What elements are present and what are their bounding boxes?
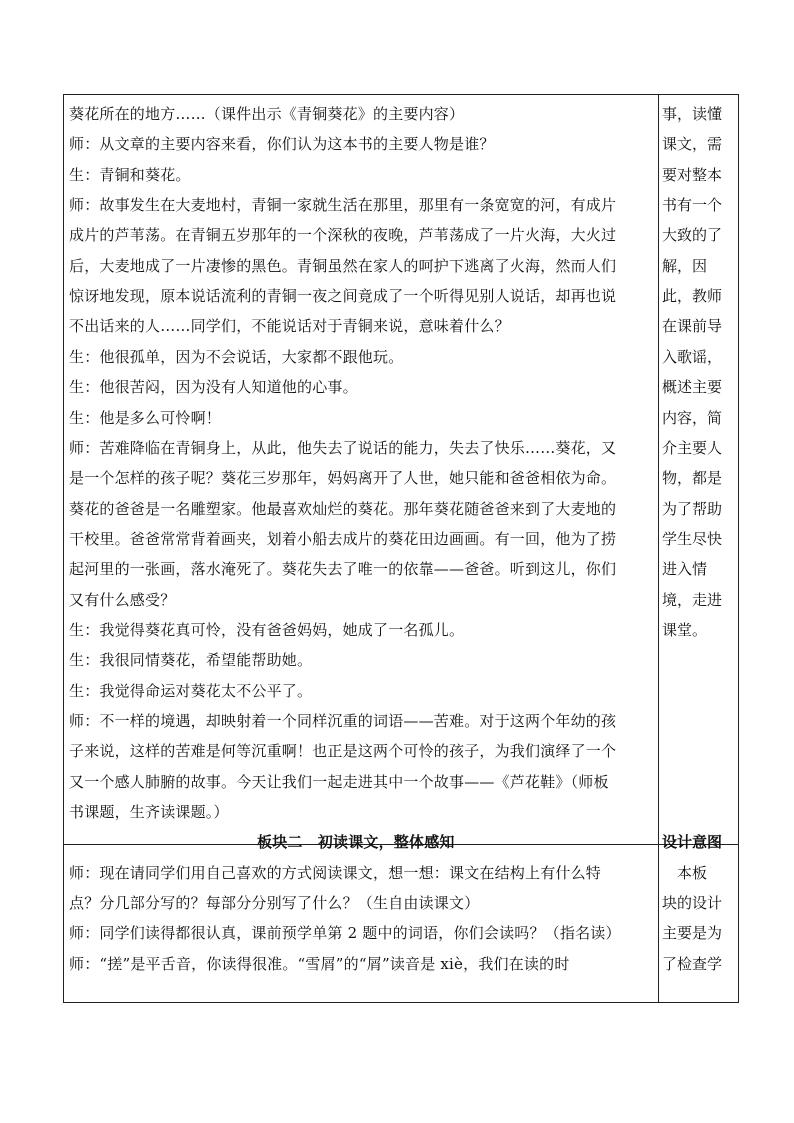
side-note-line: 内容，简 bbox=[662, 408, 723, 427]
text-line: 干校里。爸爸常常背着画夹，划着小船去成片的葵花田边画画。有一回，他为了捞 bbox=[69, 529, 617, 548]
text-line: 师：现在请同学们用自己喜欢的方式阅读课文，想一想：课文在结构上有什么特 bbox=[69, 863, 602, 882]
text-line: 师：同学们读得都很认真，课前预学单第 2 题中的词语，你们会读吗？（指名读） bbox=[69, 924, 621, 943]
text-line: 师：故事发生在大麦地村，青铜一家就生活在那里，那里有一条宽宽的河，有成片 bbox=[69, 196, 617, 215]
text-line: 师：不一样的境遇，却映射着一个同样沉重的词语——苦难。对于这两个年幼的孩 bbox=[69, 712, 617, 730]
side-note-line: 在课前导 bbox=[662, 317, 723, 336]
side-note-line: 课文，需 bbox=[662, 135, 723, 154]
text-line: 葵花所在的地方……（课件出示《青铜葵花》的主要内容） bbox=[69, 105, 465, 123]
text-line: 成片的芦苇荡。在青铜五岁那年的一个深秋的夜晚，芦苇荡成了一片火海，大火过 bbox=[69, 226, 617, 245]
text-line: 葵花的爸爸是一名雕塑家。他最喜欢灿烂的葵花。那年葵花随爸爸来到了大麦地的 bbox=[69, 499, 617, 518]
side-heading: 设计意图 bbox=[662, 833, 723, 852]
text-line: 生：他很苦闷，因为没有人知道他的心事。 bbox=[69, 378, 358, 397]
side-note-line: 要对整本 bbox=[662, 165, 723, 184]
side-note-line: 块的设计 bbox=[662, 894, 723, 913]
side-note-line: 课堂。 bbox=[662, 620, 708, 639]
side-note-line: 事，读懂 bbox=[662, 105, 723, 123]
text-line: 又有什么感受？ bbox=[69, 590, 176, 609]
text-line: 生：青铜和葵花。 bbox=[69, 165, 191, 184]
text-line: 师：“搓”是平舌音，你读得很准。“雪屑”的“屑”读音是 xiè，我们在读的时 bbox=[69, 954, 570, 973]
side-note-line: 进入情 bbox=[662, 560, 708, 579]
side-note-line: 境，走进 bbox=[662, 590, 723, 609]
side-note-line: 了检查学 bbox=[662, 954, 723, 973]
text-line: 惊讶地发现，原本说话流利的青铜一夜之间竟成了一个听得见别人说话，却再也说 bbox=[69, 287, 617, 306]
text-line: 起河里的一张画，落水淹死了。葵花失去了唯一的依靠——爸爸。听到这儿，你们 bbox=[69, 560, 617, 579]
text-line: 生：我很同情葵花，希望能帮助她。 bbox=[69, 651, 313, 670]
text-line: 又一个感人肺腑的故事。今天让我们一起走进其中一个故事——《芦花鞋》（师板 bbox=[69, 772, 609, 791]
side-note-line: 书有一个 bbox=[662, 196, 723, 215]
side-note-line: 主要是为 bbox=[662, 924, 723, 943]
side-note-line: 物，都是 bbox=[662, 469, 723, 488]
text-line: 是一个怎样的孩子呢？葵花三岁那年，妈妈离开了人世，她只能和爸爸相依为命。 bbox=[69, 469, 617, 488]
text-line: 师：从文章的主要内容来看，你们认为这本书的主要人物是谁？ bbox=[69, 135, 495, 154]
side-note-line: 概述主要 bbox=[662, 378, 723, 397]
text-line: 书课题，生齐读课题。） bbox=[69, 803, 229, 822]
lesson-table bbox=[63, 94, 739, 1003]
side-note-line: 此，教师 bbox=[662, 287, 723, 306]
text-line: 生：他是多么可怜啊！ bbox=[69, 408, 222, 427]
text-line: 后，大麦地成了一片凄惨的黑色。青铜虽然在家人的呵护下逃离了火海，然而人们 bbox=[69, 256, 617, 275]
column-divider bbox=[658, 95, 659, 1002]
text-line: 点？分几部分写的？每部分分别写了什么？（生自由读课文） bbox=[69, 894, 480, 913]
section-heading: 板块二 初读课文，整体感知 bbox=[257, 833, 455, 852]
side-note-line: 入歌谣， bbox=[662, 347, 723, 366]
side-note-line: 大致的了 bbox=[662, 226, 723, 245]
side-note-line: 解，因 bbox=[662, 256, 708, 275]
text-line: 师：苦难降临在青铜身上，从此，他失去了说话的能力，失去了快乐……葵花，又 bbox=[69, 438, 617, 457]
side-note-line: 为了帮助 bbox=[662, 499, 723, 518]
text-line: 不出话来的人……同学们，不能说话对于青铜来说，意味着什么？ bbox=[69, 317, 510, 336]
text-line: 生：我觉得葵花真可怜，没有爸爸妈妈，她成了一名孤儿。 bbox=[69, 620, 465, 639]
side-note-line: 介主要人 bbox=[662, 438, 723, 457]
text-line: 生：他很孤单，因为不会说话，大家都不跟他玩。 bbox=[69, 347, 404, 366]
text-line: 生：我觉得命运对葵花太不公平了。 bbox=[69, 681, 313, 700]
side-note-line: 本板 bbox=[662, 863, 708, 882]
side-note-line: 学生尽快 bbox=[662, 529, 723, 548]
text-line: 子来说，这样的苦难是何等沉重啊！也正是这两个可怜的孩子，为我们演绎了一个 bbox=[69, 742, 617, 761]
